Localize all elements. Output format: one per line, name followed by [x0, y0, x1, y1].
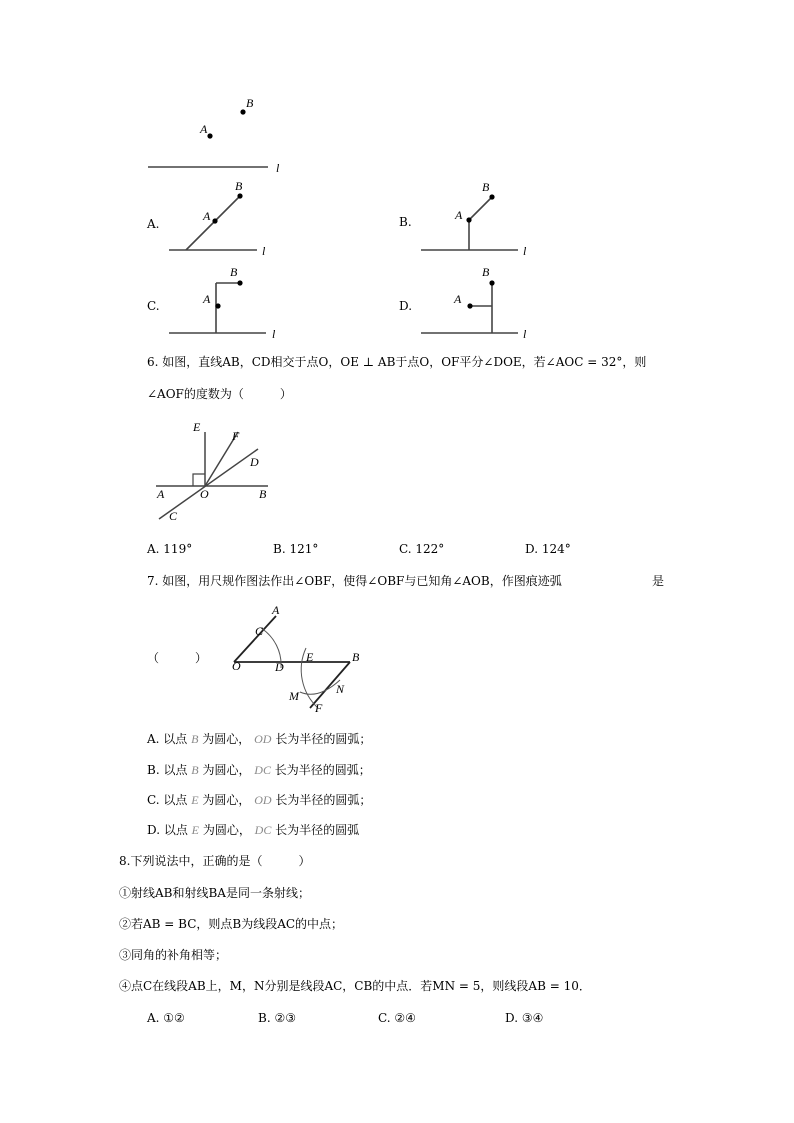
q7-option-a[interactable] [147, 731, 371, 747]
label-c: C [169, 509, 178, 523]
option-tail: 长为半径的圆弧； [274, 763, 371, 777]
label-b: B [352, 650, 360, 664]
option-label: D. 以点 [147, 823, 188, 837]
label-o: O [232, 659, 241, 673]
q6-option-a[interactable]: A. 119° [147, 542, 193, 556]
center-point: B [191, 763, 199, 777]
label-c: C [255, 624, 264, 638]
ray-oa [234, 616, 276, 662]
label-m: M [289, 689, 299, 703]
option-d-label-a: A [454, 292, 462, 306]
option-a-label-b: B [235, 179, 243, 193]
option-tail: 长为半径的圆弧 [275, 823, 360, 837]
point-b-label: B [246, 96, 254, 110]
label-a: A [272, 603, 280, 617]
q8-stem: 8.下列说法中，正确的是（ ） [119, 854, 311, 868]
label-b: B [259, 487, 267, 501]
radius-segment: OD [254, 732, 272, 746]
label-e: E [193, 420, 201, 434]
q8-option-d[interactable]: D. ③④ [505, 1011, 544, 1025]
option-mid: 为圆心， [202, 823, 251, 837]
q5-option-a-label[interactable]: A. [147, 217, 160, 231]
option-c-label-l: l [272, 327, 276, 341]
q6-stem-line1: 6. 如图，直线AB，CD相交于点O，OE ⊥ AB于点O，OF平分∠DOE，若∠AOC = 32°，则 [147, 355, 647, 369]
q8-option-a[interactable]: A. ①② [147, 1011, 185, 1025]
q8-option-b[interactable]: B. ②③ [258, 1011, 296, 1025]
q8-statement-3: ③同角的补角相等； [119, 948, 228, 962]
label-a: A [157, 487, 165, 501]
option-mid: 为圆心， [202, 732, 251, 746]
label-f: F [232, 429, 240, 443]
label-f: F [315, 701, 323, 715]
q7-option-d[interactable] [147, 822, 359, 838]
option-tail: 长为半径的圆弧； [275, 732, 372, 746]
option-d-label-b: B [482, 265, 490, 279]
option-label: B. 以点 [147, 763, 188, 777]
label-n: N [336, 682, 345, 696]
option-tail: 长为半径的圆弧； [275, 793, 372, 807]
q6-option-d[interactable]: D. 124° [525, 542, 571, 556]
q6-option-c[interactable]: C. 122° [399, 542, 445, 556]
option-b-label-b: B [482, 180, 490, 194]
center-point: E [191, 823, 199, 837]
radius-segment: OD [254, 793, 272, 807]
point-a-label: A [200, 122, 208, 136]
q7-option-c[interactable] [147, 792, 371, 808]
option-a-label-l: l [262, 244, 266, 258]
option-mid: 为圆心， [202, 793, 251, 807]
q6-option-b[interactable]: B. 121° [273, 542, 319, 556]
option-c-label-a: A [203, 292, 211, 306]
option-b-label-l: l [523, 244, 527, 258]
center-point: B [191, 732, 199, 746]
radius-segment: DC [254, 763, 271, 777]
option-mid: 为圆心， [202, 763, 251, 777]
q7-option-b[interactable] [147, 762, 371, 778]
q8-statement-1: ①射线AB和射线BA是同一条射线； [119, 886, 310, 900]
line-l-label: l [276, 161, 280, 175]
q8-option-c[interactable]: C. ②④ [378, 1011, 416, 1025]
label-d: D [250, 455, 259, 469]
option-d-label-l: l [523, 327, 527, 341]
q8-statement-4: ④点C在线段AB上，M，N分别是线段AC，CB的中点．若MN = 5，则线段AB = 10． [119, 979, 591, 993]
option-a-label-a: A [203, 209, 211, 223]
q6-stem-line2: ∠AOF的度数为（ ） [147, 387, 292, 401]
radius-segment: DC [254, 823, 272, 837]
q5-option-b-label[interactable]: B. [399, 215, 412, 229]
option-c-label-b: B [230, 265, 238, 279]
option-label: C. 以点 [147, 793, 188, 807]
center-point: E [191, 793, 199, 807]
label-e: E [306, 650, 314, 664]
q5-option-d-label[interactable]: D. [399, 299, 413, 313]
option-label: A. 以点 [147, 732, 188, 746]
q7-stem-line1: 7. 如图，用尺规作图法作出∠OBF，使得∠OBF与已知角∠AOB，作图痕迹弧 [147, 574, 562, 588]
q5-option-c-label[interactable]: C. [147, 299, 160, 313]
label-d: D [275, 660, 284, 674]
label-o: O [200, 487, 209, 501]
q7-stem-end: 是 [652, 574, 665, 588]
q7-answer-paren: （ ） [147, 651, 208, 665]
q8-statement-2: ②若AB = BC，则点B为线段AC的中点； [119, 917, 344, 931]
option-b-label-a: A [455, 208, 463, 222]
